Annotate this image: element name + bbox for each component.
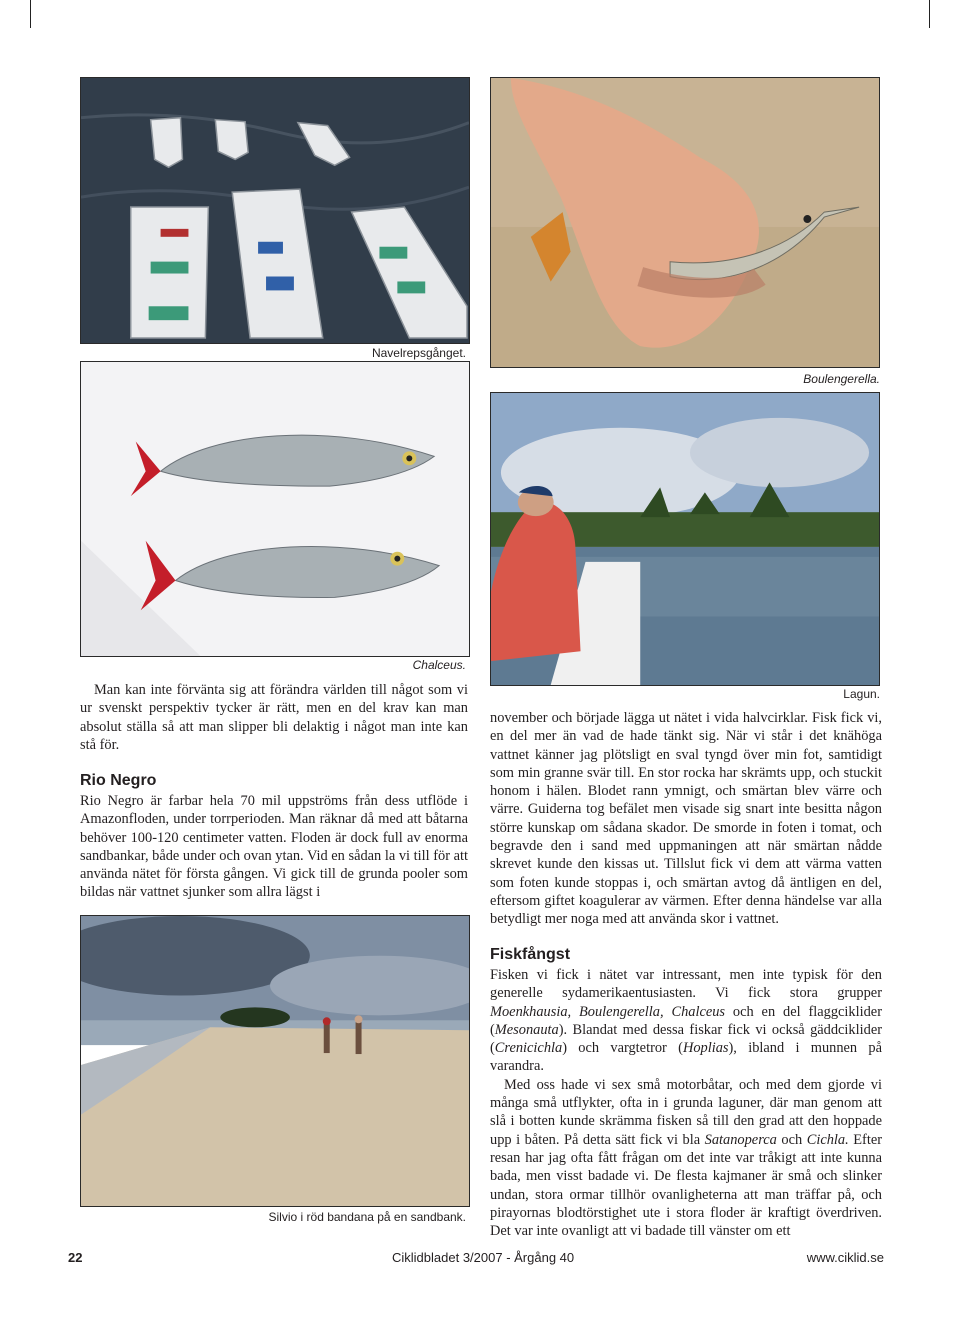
- left-column-intro: [80, 681, 468, 754]
- caption-chalceus: Chalceus.: [412, 658, 466, 672]
- caption-lagoon: Lagun.: [843, 687, 880, 701]
- publication-info: Ciklidbladet 3/2007 - Årgång 40: [392, 1250, 575, 1265]
- right-column-continuation: [490, 709, 882, 929]
- left-column-rio-negro: [80, 771, 468, 902]
- photo-sandbank: [80, 915, 470, 1207]
- rio-negro-paragraph: Rio Negro är farbar hela 70 mil uppströms från dess utflöde i Amazonfloden, under torrperioden. Man räknar då med att båtarna behöver 100-120 centimeter vatten. Floden är dock full av enorma sandbankar, både under och ovan ytan. Vid en sådan la vi till för att använda nätet för första gången. Vi gick till de grunda pooler som bildas när vattnet sjunker som allra lägst i: [80, 793, 468, 901]
- intro-paragraph: Man kan inte förvänta sig att förändra världen till något som vi ur svenskt perspektiv tycker är rätt, men en del krav kan man absolut ställa så att man slipper bli delaktig i något man inte kan stå för.: [80, 682, 468, 753]
- fiskfangst-paragraph-1: Fisken vi fick i nätet var intressant, men inte typisk för den generelle sydamerikaentusiasten. Vi fick stora grupper Moenkhausia, Boulengerella, Chalceus och en del flaggciklider (Mesonauta). Blandat med dessa fiskar fick vi också gäddciklider (Crenicichla) och vargtetror (Hoplias), ibland i munnen på varandra.: [490, 967, 882, 1075]
- page-number: 22: [68, 1250, 83, 1265]
- heading-rio-negro: Rio Negro: [80, 772, 157, 789]
- crop-mark-right: [929, 0, 930, 28]
- caption-boats: Navelrepsgånget.: [371, 346, 466, 360]
- right-column-fiskfangst: [490, 945, 882, 1240]
- caption-hand-fish: Boulengerella.: [803, 372, 880, 386]
- website-link[interactable]: www.ciklid.se: [806, 1250, 884, 1265]
- continuation-paragraph: november och började lägga ut nätet i vida halvcirklar. Fisk fick vi, en del mer än vad de hade tänkt sig. När vi står i det knähöga vattnet känner jag plötsligt en sval tyngd över min fot, samtidigt som min granne svär till. En stor rocka har skrämts upp, och stuckit honom i hälen. Blodet rann ymnigt, och smärtan blev värre och värre. Guiderna tog befälet men visade sig snart inte besitta någon större kunskap om sådana skador. De smorde in foten i tomat, och begravde den i sand med uppmaningen att när smärtan nådde skrevet kunde den kissas ut. Tillslut fick vi dem att värma vatten som foten kunde stoppas i, och smärtan avtog då äntligen en del, eftersom giftet koagulerar av värmen. Efter denna händelse var alla betydligt mer noga med att använda skor i vattnet.: [490, 710, 882, 928]
- caption-sandbank: Silvio i röd bandana på en sandbank.: [268, 1210, 466, 1224]
- photo-lagoon: [490, 392, 880, 686]
- fiskfangst-paragraph-2: Med oss hade vi sex små motorbåtar, och med dem gjorde vi många små utflykter, ofta in i grunda laguner, där man genom att slå i botten kunde skrämma fisken så till den grad att den hoppade upp i båten. På detta sätt fick vi bla Satanoperca och Cichla. Efter resan har jag ofta fått frågan om det inte var tråkigt att inte kunna bada, men visst badade vi. De flesta kajmaner är små och slinker undan, stora ormar tillhör ovanligheterna att man träffar på, och pirayornas blodtörstighet ute i stora floder är kraftigt överdriven. Det var inte ovanligt att vi badade till vänster om ett: [490, 1076, 882, 1240]
- photo-hand-fish: [490, 77, 880, 368]
- crop-mark-left: [30, 0, 31, 28]
- heading-fiskfangst: Fiskfångst: [490, 946, 571, 963]
- photo-boats: [80, 77, 470, 344]
- photo-chalceus: [80, 361, 470, 657]
